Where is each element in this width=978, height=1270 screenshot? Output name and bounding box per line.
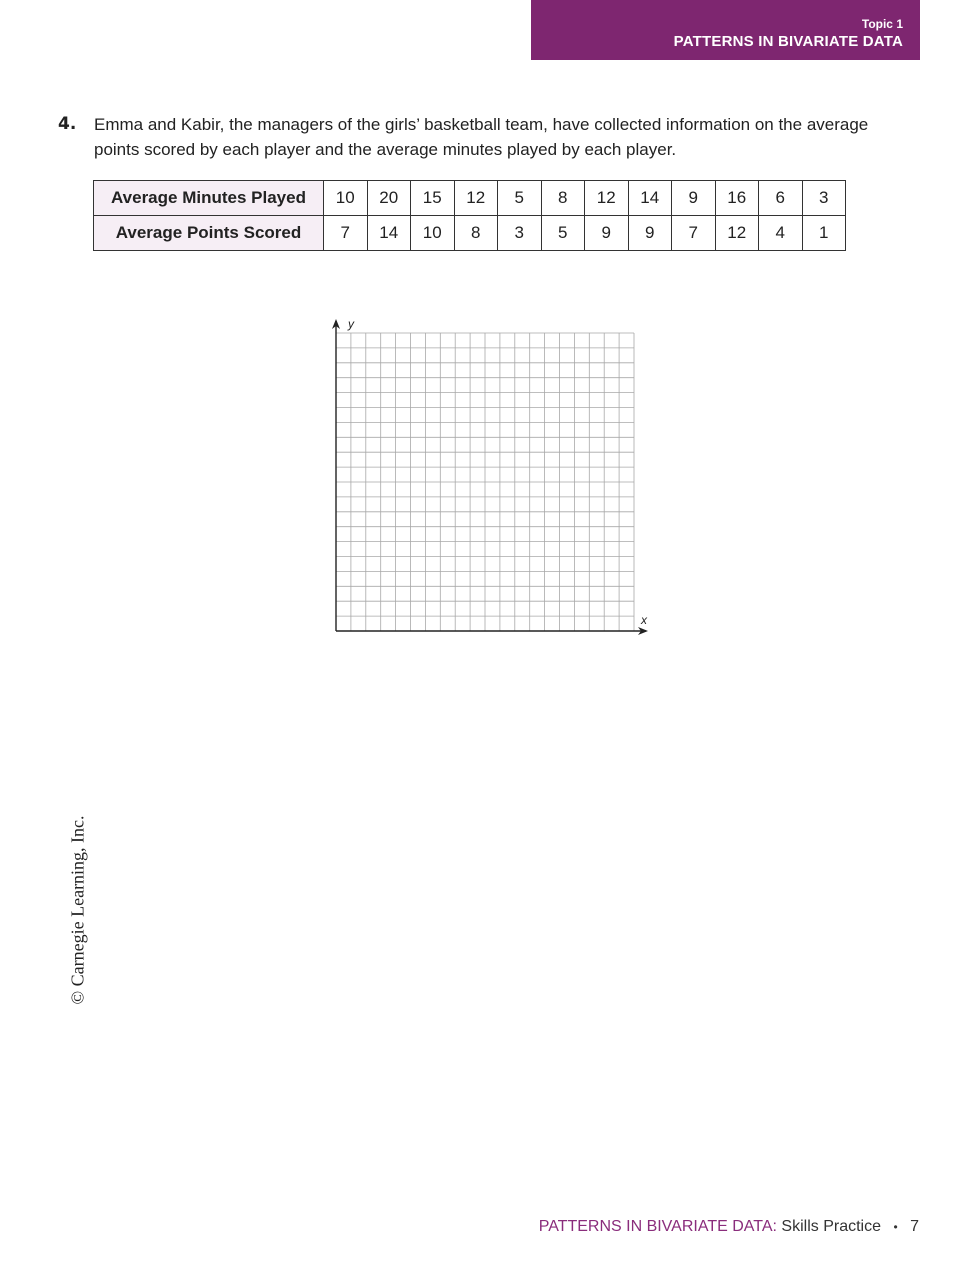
page-footer (539, 1218, 919, 1236)
table-cell: 14 (628, 181, 672, 216)
table-cell: 16 (715, 181, 759, 216)
x-axis-label: x (641, 613, 647, 627)
footer-bullet: • (893, 1220, 898, 1234)
table-cell: 5 (541, 216, 585, 251)
table-cell: 10 (411, 216, 455, 251)
data-table (93, 180, 846, 251)
table-cell: 12 (715, 216, 759, 251)
table-cell: 9 (585, 216, 629, 251)
table-cell: 12 (585, 181, 629, 216)
table-cell: 14 (367, 216, 411, 251)
topic-label: Topic 1 (861, 17, 903, 31)
copyright-notice: © Carnegie Learning, Inc. (67, 815, 88, 1005)
topic-banner (531, 0, 920, 60)
table-cell: 10 (324, 181, 368, 216)
row-header: Average Points Scored (94, 216, 324, 251)
table-cell: 3 (498, 216, 542, 251)
table-cell: 9 (672, 181, 716, 216)
table-cell: 7 (672, 216, 716, 251)
table-row (94, 181, 846, 216)
question-number: 4. (58, 114, 77, 134)
table-cell: 1 (802, 216, 846, 251)
footer-topic: PATTERNS IN BIVARIATE DATA: (538, 1218, 777, 1235)
table-row (94, 216, 846, 251)
table-cell: 3 (802, 181, 846, 216)
coordinate-grid[interactable] (325, 312, 665, 652)
table-cell: 7 (324, 216, 368, 251)
table-cell: 6 (759, 181, 803, 216)
table-cell: 20 (367, 181, 411, 216)
footer-practice: Skills Practice (781, 1218, 881, 1235)
table-cell: 9 (628, 216, 672, 251)
table-cell: 8 (454, 216, 498, 251)
table-cell: 5 (498, 181, 542, 216)
table-cell: 4 (759, 216, 803, 251)
data-table-body (94, 181, 846, 251)
table-cell: 12 (454, 181, 498, 216)
topic-title: PATTERNS IN BIVARIATE DATA (673, 33, 903, 50)
table-cell: 8 (541, 181, 585, 216)
y-axis-label: y (348, 317, 354, 331)
table-cell: 15 (411, 181, 455, 216)
question-text: Emma and Kabir, the managers of the girls’ basketball team, have collected information on the average points scored by each player and the average minutes played by each player. (94, 115, 869, 159)
row-header: Average Minutes Played (94, 181, 324, 216)
page-number: 7 (910, 1218, 919, 1235)
